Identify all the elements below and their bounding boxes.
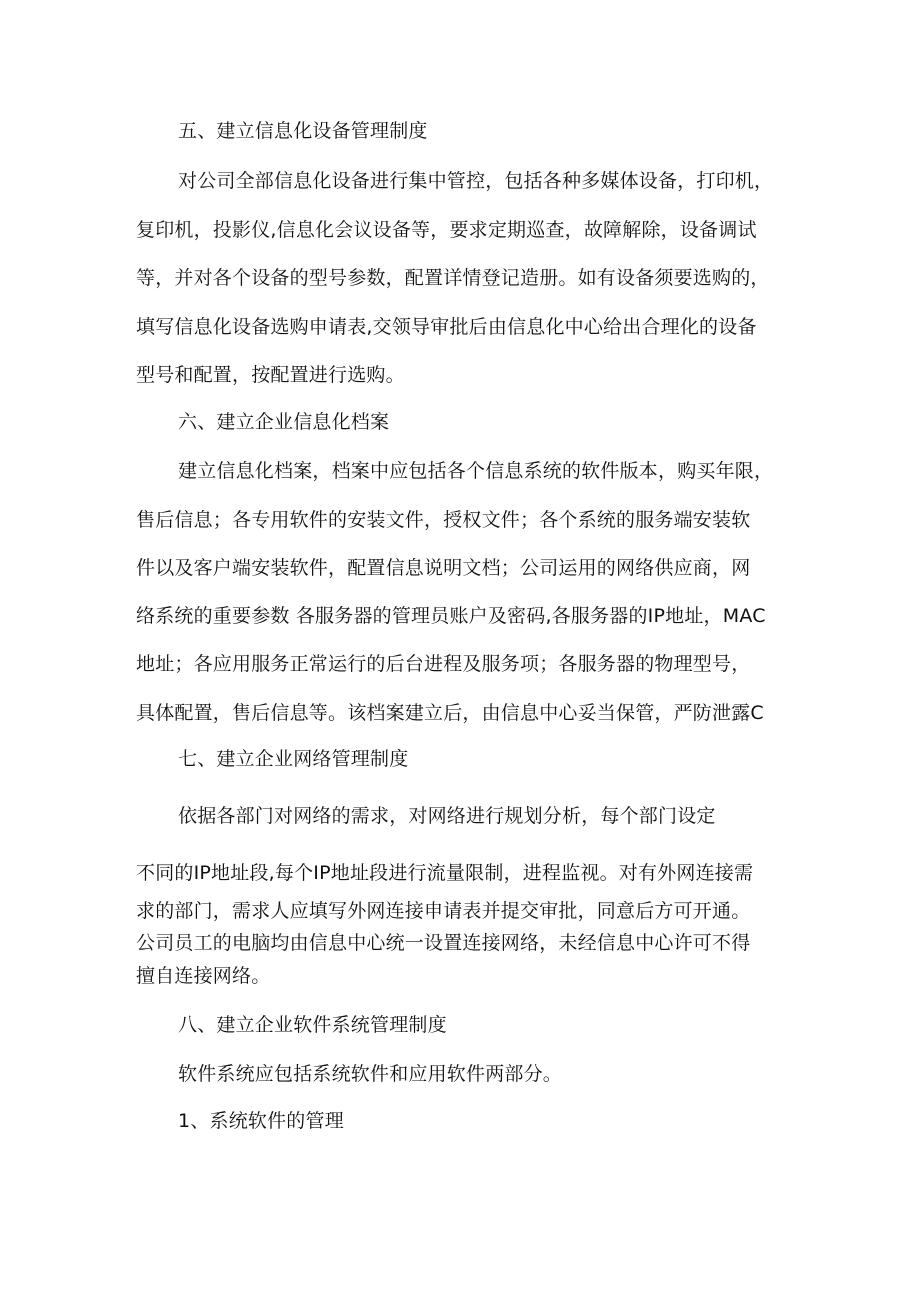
section-7-paragraph-line: 依据各部门对网络的需求，对网络进行规划分析，每个部门设定 (178, 805, 716, 827)
section-8-subheading: 1、系统软件的管理 (178, 1110, 344, 1132)
section-7-paragraph-line: 擅自连接网络。 (136, 965, 271, 987)
section-5-paragraph-line: 型号和配置，按配置进行选购。 (136, 364, 405, 386)
section-7-paragraph-line: 公司员工的电脑均由信息中心统一设置连接网络，未经信息中心许可不得 (136, 932, 751, 954)
section-5-paragraph-line: 复印机，投影仪,信息化会议设备等，要求定期巡查，故障解除，设备调试 (136, 219, 757, 241)
section-6-paragraph-line: 地址；各应用服务正常运行的后台进程及服务项；各服务器的物理型号， (136, 653, 751, 675)
section-8-heading: 八、建立企业软件系统管理制度 (178, 1014, 447, 1036)
section-6-paragraph-line: 售后信息；各专用软件的安装文件，授权文件；各个系统的服务端安装软 (136, 509, 751, 531)
section-5-paragraph-line: 对公司全部信息化设备进行集中管控，包括各种多媒体设备，打印机， (178, 170, 774, 192)
section-8-paragraph-line: 软件系统应包括系统软件和应用软件两部分。 (178, 1063, 563, 1085)
section-6-heading: 六、建立企业信息化档案 (178, 411, 390, 433)
section-6-paragraph-line: 具体配置，售后信息等。该档案建立后，由信息中心妥当保管，严防泄露C (136, 702, 764, 724)
section-6-paragraph-line: 建立信息化档案，档案中应包括各个信息系统的软件版本，购买年限， (178, 460, 774, 482)
section-5-paragraph-line: 填写信息化设备选购申请表,交领导审批后由信息化中心给出合理化的设备 (136, 316, 757, 338)
section-6-paragraph-line: 件以及客户端安装软件，配置信息说明文档；公司运用的网络供应商，网 (136, 557, 751, 579)
section-7-paragraph-line: 不同的IP地址段,每个IP地址段进行流量限制，进程监视。对有外网连接需 (136, 862, 754, 884)
section-7-paragraph-line: 求的部门，需求人应填写外网连接申请表并提交审批，同意后方可开通。 (136, 900, 751, 922)
section-5-heading: 五、建立信息化设备管理制度 (178, 120, 428, 142)
section-5-paragraph-line: 等，并对各个设备的型号参数，配置详情登记造册。如有设备须要选购的， (136, 267, 770, 289)
section-7-heading: 七、建立企业网络管理制度 (178, 748, 409, 770)
section-6-paragraph-line: 络系统的重要参数 各服务器的管理员账户及密码,各服务器的IP地址，MAC (136, 605, 766, 627)
